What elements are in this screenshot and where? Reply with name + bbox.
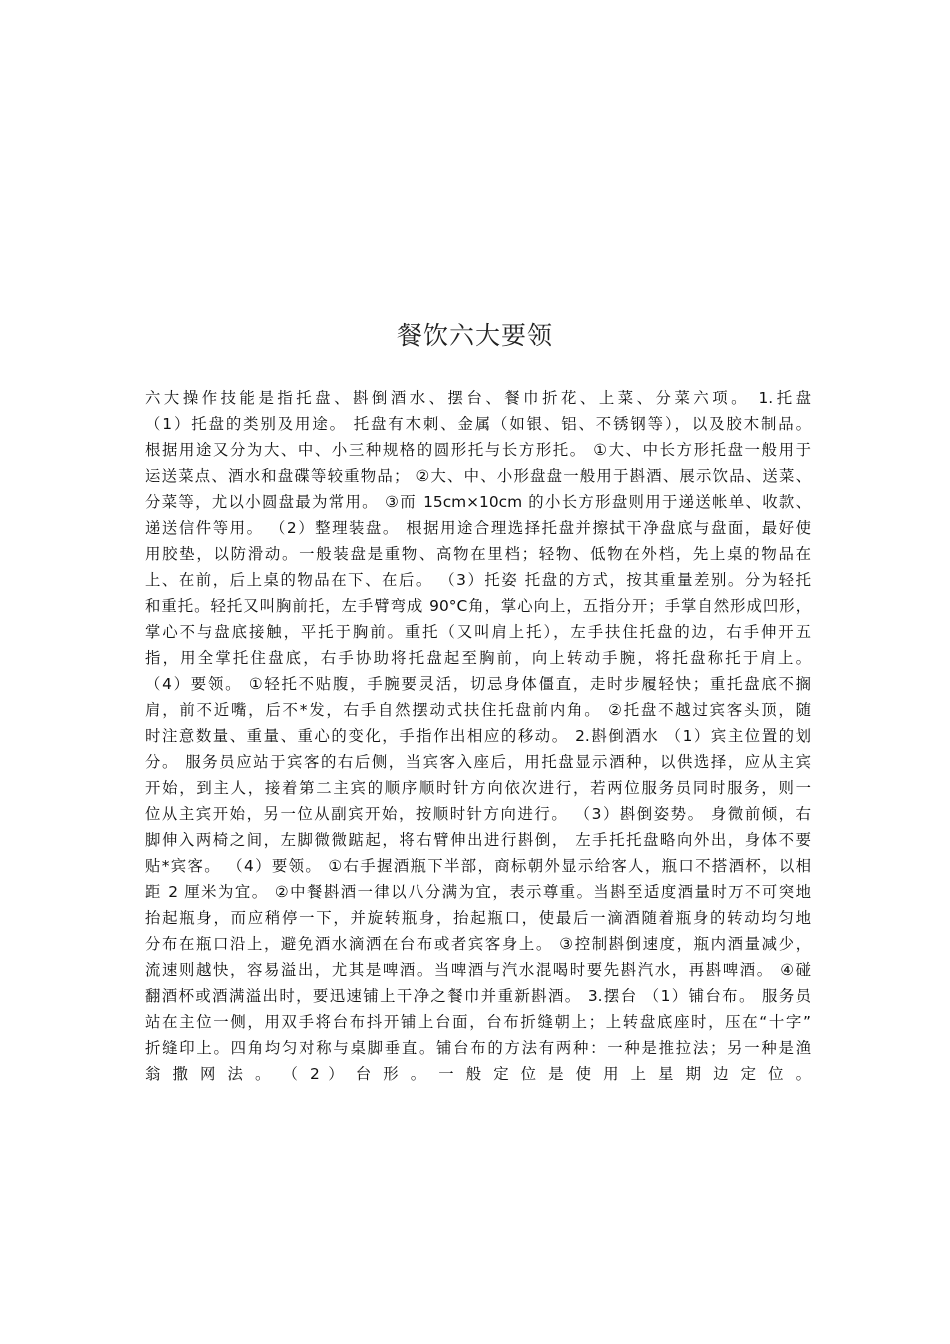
body-line-23: 流速则越快，容易溢出，尤其是啤酒。当啤酒与汽水混喝时要先斟汽水，再斟啤酒。 ④碰	[145, 961, 811, 979]
body-line-25: 站在主位一侧，用双手将台布抖开铺上台面，台布折缝朝上；上转盘底座时，压在“十字”	[145, 1013, 811, 1031]
body-line-13: 肩，前不近嘴，后不*发，右手自然摆动式扶住托盘前内角。 ②托盘不越过宾客头顶，随	[145, 701, 811, 719]
body-line-6: 递送信件等用。 （2）整理装盘。 根据用途合理选择托盘并擦拭干净盘底与盘面，最好使	[145, 519, 811, 537]
body-line-3: 根据用途又分为大、中、小三种规格的圆形托与长方形托。 ①大、中长方形托盘一般用于	[145, 441, 811, 459]
body-line-2: （1）托盘的类别及用途。 托盘有木刺、金属（如银、铝、不锈钢等），以及胶木制品。	[145, 415, 811, 433]
body-line-7: 用胶垫，以防滑动。一般装盘是重物、高物在里档；轻物、低物在外档，先上桌的物品在	[145, 545, 811, 563]
body-line-4: 运送菜点、酒水和盘碟等较重物品； ②大、中、小形盘盘一般用于斟酒、展示饮品、送菜、	[145, 467, 811, 485]
body-line-12: （4）要领。 ①轻托不贴腹，手腕要灵活，切忌身体僵直，走时步履轻快；重托盘底不搁	[145, 675, 811, 693]
body-line-14: 时注意数量、重量、重心的变化，手指作出相应的移动。 2.斟倒酒水 （1）宾主位置的划	[145, 727, 811, 745]
body-line-10: 掌心不与盘底接触，平托于胸前。重托（又叫肩上托），左手扶住托盘的边，右手伸开五	[145, 623, 811, 641]
document-title: 餐饮六大要领	[396, 321, 553, 350]
body-line-21: 抬起瓶身，而应稍停一下，并旋转瓶身，抬起瓶口，使最后一滴酒随着瓶身的转动均匀地	[145, 909, 811, 927]
body-line-26: 折缝印上。四角均匀对称与桌脚垂直。铺台布的方法有两种：一种是推拉法；另一种是渔	[145, 1039, 811, 1057]
body-line-19: 贴*宾客。 （4）要领。 ①右手握酒瓶下半部，商标朝外显示给客人，瓶口不搭酒杯，以相	[145, 857, 811, 875]
body-line-5: 分菜等，尤以小圆盘最为常用。 ③而 15cm×10cm 的小长方形盘则用于递送帐单、收款、	[145, 493, 811, 511]
document-body	[145, 385, 811, 1087]
body-line-18: 脚伸入两椅之间，左脚微微踮起，将右臂伸出进行斟倒， 左手托托盘略向外出，身体不要	[145, 831, 811, 849]
body-line-11: 指，用全掌托住盘底，右手协助将托盘起至胸前，向上转动手腕，将托盘称托于肩上。	[145, 649, 811, 667]
body-line-1: 六大操作技能是指托盘、斟倒酒水、摆台、餐巾折花、上菜、分菜六项。 1.托盘	[145, 389, 811, 407]
body-line-20: 距 2 厘米为宜。 ②中餐斟酒一律以八分满为宜，表示尊重。当斟至适度酒量时万不可突地	[145, 883, 811, 901]
body-line-15: 分。 服务员应站于宾客的右后侧，当宾客入座后，用托盘显示酒种，以供选择，应从主宾	[145, 753, 811, 771]
body-line-17: 位从主宾开始，另一位从副宾开始，按顺时针方向进行。 （3）斟倒姿势。 身微前倾，右	[145, 805, 811, 823]
body-line-22: 分布在瓶口沿上，避免酒水滴洒在台布或者宾客身上。 ③控制斟倒速度，瓶内酒量减少，	[145, 935, 811, 953]
body-line-9: 和重托。轻托又叫胸前托，左手臂弯成 90°C角，掌心向上，五指分开；手掌自然形成凹形，	[145, 597, 811, 615]
body-line-8: 上、在前，后上桌的物品在下、在后。 （3）托姿 托盘的方式，按其重量差别。分为轻托	[145, 571, 811, 589]
body-line-16: 开始，到主人，接着第二主宾的顺序顺时针方向依次进行，若两位服务员同时服务，则一	[145, 779, 811, 797]
body-line-24: 翻酒杯或酒满溢出时，要迅速铺上干净之餐巾并重新斟酒。 3.摆台 （1）铺台布。 服务员	[145, 987, 811, 1005]
body-line-27: 翁 撒 网 法 。 （ 2 ） 台 形 。 一 般 定 位 是 使 用 上 星 期 边 定 位 。	[145, 1065, 811, 1083]
